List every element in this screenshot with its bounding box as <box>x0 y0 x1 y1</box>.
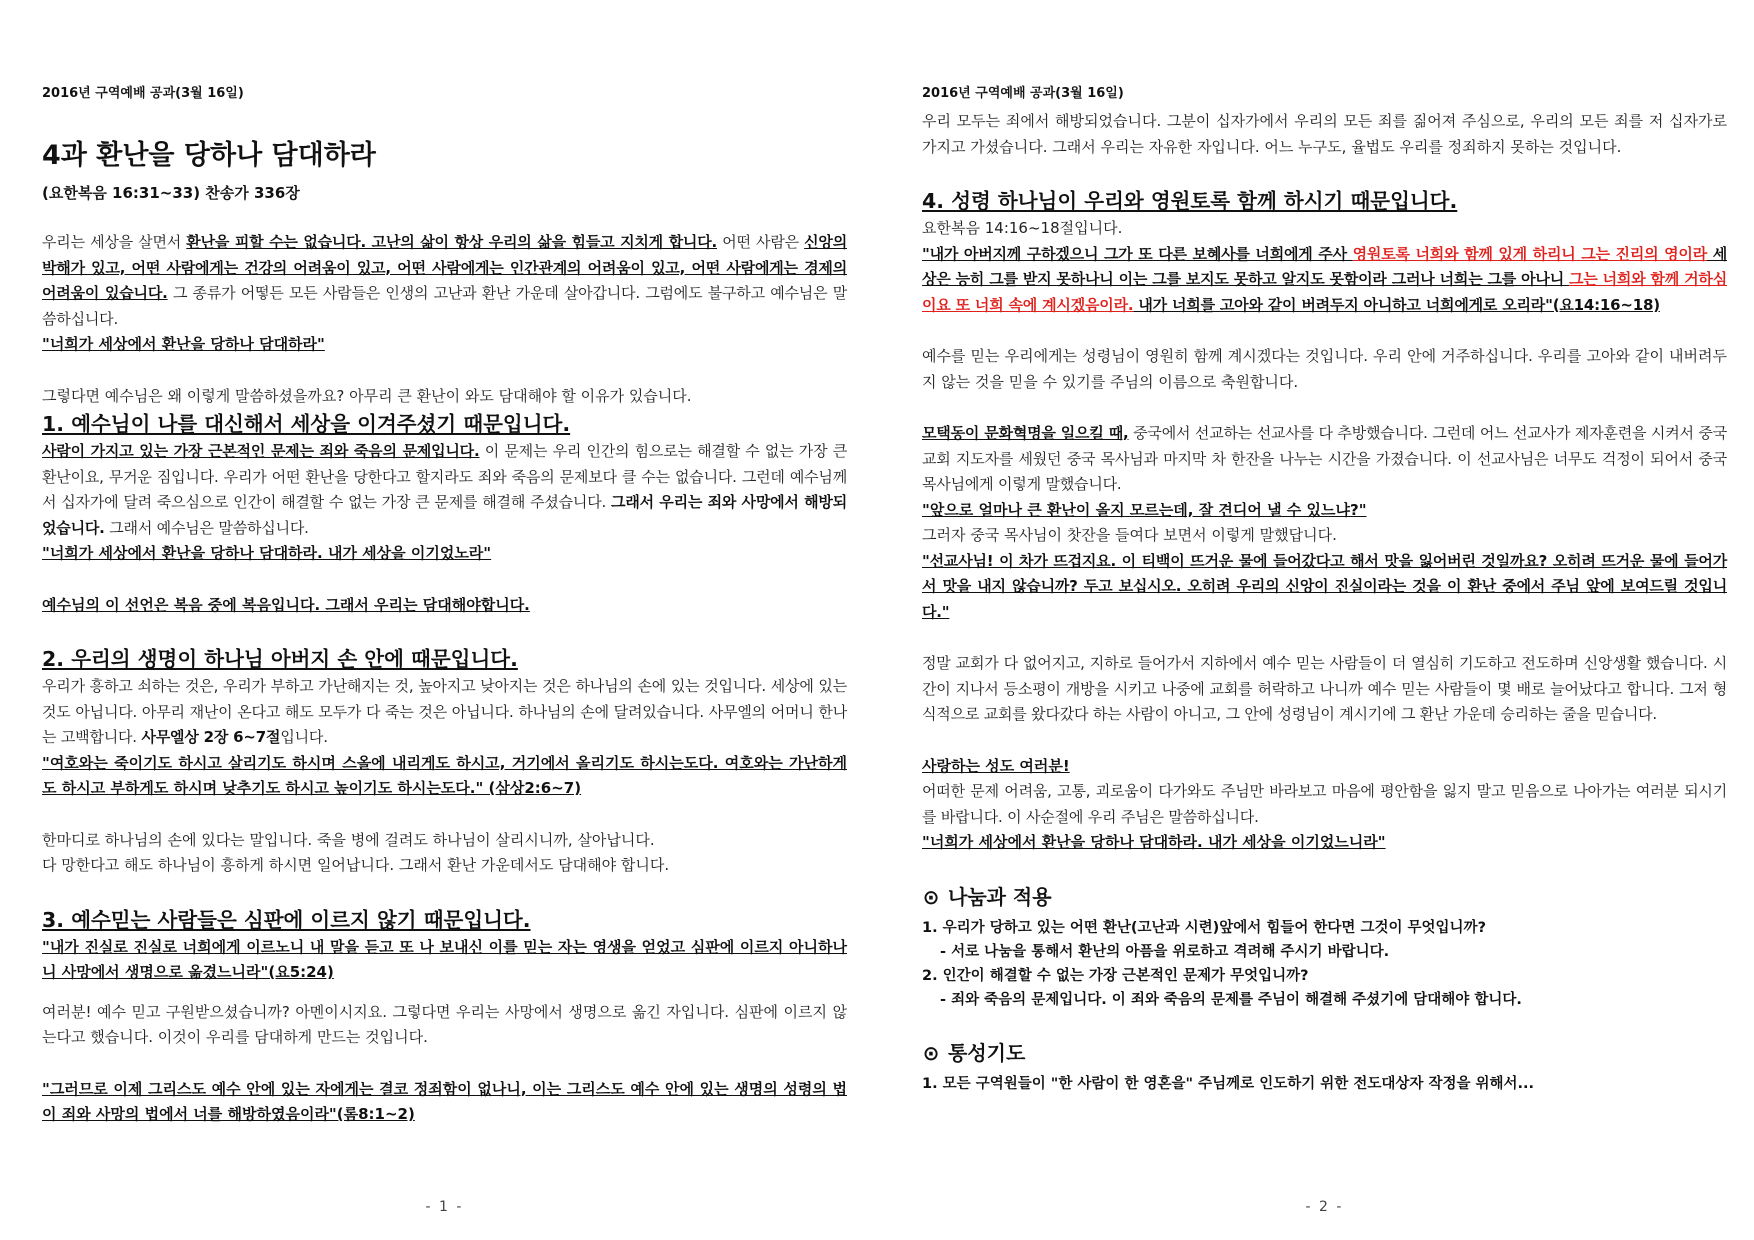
section-1-paragraph: 사람이 가지고 있는 가장 근본적인 문제는 죄와 죽음의 문제입니다. 이 문제는 우리 인간의 힘으로는 해결할 수 없는 가장 큰 환난이요, 무거운 짐입니다. 우리가 어떤 환난을 당한다고 할지라도 죄와 죽음의 문제보다 클 수는 없습니다. 그런데 예수님께서 십자가에 달려 죽으심으로 인간이 해결할 수 없는 가장 큰 문제를 해결해 주셨습니다. 그래서 우리는 죄와 사망에서 해방되었습니다. 그래서 예수님은 말씀하십니다. <box>42 442 847 537</box>
section-2-paragraph: 우리가 흥하고 쇠하는 것은, 우리가 부하고 가난해지는 것, 높아지고 낮아지는 것은 하나님의 손에 있는 것입니다. 세상에 있는 것도 아닙니다. 아무리 재난이 온다고 해도 모두가 다 죽는 것은 아닙니다. 하나님의 손에 달려있습니다. 사무엘의 어머니 한나는 고백합니다. 사무엘상 2장 6~7절입니다. <box>42 677 847 746</box>
section-3-quote-1: "내가 진실로 진실로 너희에게 이르노니 내 말을 듣고 또 나 보내신 이를 믿는 자는 영생을 얻었고 심판에 이르지 아니하나니 사망에서 생명으로 옮겼느니라"(요5:24) <box>42 937 847 981</box>
section-2-paragraph-2: 한마디로 하나님의 손에 있다는 말입니다. 죽을 병에 걸려도 하나님이 살리시니까, 살아납니다. <box>42 830 655 849</box>
prayer-item-1: 1. 모든 구역원들이 "한 사람이 한 영혼을" 주님께로 인도하기 위한 전도대상자 작정을 위해서... <box>922 1075 1535 1092</box>
section-2-quote: "여호와는 죽이기도 하시고 살리기도 하시며 스올에 내리게도 하시고, 거기에서 올리기도 하시는도다. 여호와는 가난하게도 하시고 부하게도 하시며 낮추기도 하시고 높이기도 하시는도다." (삼상2:6~7) <box>42 753 847 797</box>
section-2-paragraph-3: 다 망한다고 해도 하나님이 흥하게 하시면 일어납니다. 그래서 환난 가운데서도 담대해야 합니다. <box>42 856 670 874</box>
prayer-heading: ⊙ 통성기도 <box>922 1038 1727 1068</box>
section-1-quote: "너희가 세상에서 환난을 당하나 담대하라. 내가 세상을 이기었노라" <box>42 544 492 562</box>
sharing-answer-2: - 죄와 죽음의 문제입니다. 이 죄와 죽음의 문제를 주님이 해결해 주셨기에 담대해야 합니다. <box>940 991 1522 1008</box>
section-4-heading: 4. 성령 하나님이 우리와 영원토록 함께 하시기 때문입니다. <box>922 189 1458 213</box>
intro-paragraph: 우리는 세상을 살면서 환난을 피할 수는 없습니다. 고난의 삶이 항상 우리의 삶을 힘들고 지치게 합니다. 어떤 사람은 신앙의 박해가 있고, 어떤 사람에게는 건강의 어려움이 있고, 어떤 사람에게는 인간관계의 어려움이 있고, 어떤 사람에게는 경제의 어려움이 있습니다. 그 종류가 어떻든 모든 사람들은 인생의 고난과 환난 가운데 살아갑니다. 그럼에도 불구하고 예수님은 말씀하십니다. <box>42 233 847 328</box>
section-4-reference: 요한복음 14:16~18절입니다. <box>922 219 1123 237</box>
page-header: 2016년 구역예배 공과(3월 16일) <box>42 86 244 101</box>
page-header-right: 2016년 구역예배 공과(3월 16일) <box>922 86 1124 101</box>
story-quote-2: "선교사님! 이 차가 뜨겁지요. 이 티백이 뜨거운 물에 들어갔다고 해서 맛을 잃어버린 것일까요? 오히려 뜨거운 물에 들어가서 맛을 내지 않습니까? 두고 보십시오. 오히려 우리의 신앙이 진실이라는 것을 이 환난 중에서 주님 앞에 보여드릴 것입니다." <box>922 551 1727 621</box>
sharing-question-2: 2. 인간이 해결할 수 없는 가장 근본적인 문제가 무엇입니까? <box>922 967 1309 984</box>
lesson-title: 4과 환난을 당하나 담대하라 <box>42 140 376 171</box>
continued-paragraph: 우리 모두는 죄에서 해방되었습니다. 그분이 십자가에서 우리의 모든 죄를 짊어져 주심으로, 우리의 모든 죄를 저 십자가로 가지고 가셨습니다. 그래서 우리는 자유한 자입니다. 어느 누구도, 율법도 우리를 정죄하지 못하는 것입니다. <box>922 112 1727 156</box>
circle-dot-icon: ⊙ <box>922 1040 940 1065</box>
section-4-paragraph: 예수를 믿는 우리에게는 성령님이 영원히 함께 계시겠다는 것입니다. 우리 안에 거주하십니다. 우리를 고아와 같이 내버려두지 않는 것을 믿을 수 있기를 주님의 이름으로 축원합니다. <box>922 347 1727 391</box>
story-quote-1: "앞으로 얼마나 큰 환난이 올지 모르는데, 잘 견디어 낼 수 있느냐?" <box>922 500 1367 519</box>
section-1-heading: 1. 예수님이 나를 대신해서 세상을 이겨주셨기 때문입니다. <box>42 412 571 436</box>
story-paragraph-2: 그러자 중국 목사님이 찻잔을 들여다 보면서 이렇게 말했답니다. <box>922 526 1337 544</box>
section-3-paragraph: 여러분! 예수 믿고 구원받으셨습니까? 아멘이시지요. 그렇다면 우리는 사망에서 생명으로 옮긴 자입니다. 심판에 이르지 않는다고 했습니다. 이것이 우리를 담대하게 만드는 것입니다. <box>42 1002 847 1046</box>
question-paragraph: 그렇다면 예수님은 왜 이렇게 말씀하셨을까요? 아무리 큰 환난이 와도 담대해야 할 이유가 있습니다. <box>42 386 692 405</box>
closing-quote: "너희가 세상에서 환난을 당하나 담대하라. 내가 세상을 이기었느니라" <box>922 833 1386 851</box>
section-3-heading: 3. 예수믿는 사람들은 심판에 이르지 않기 때문입니다. <box>42 907 531 932</box>
sharing-answer-1: - 서로 나눔을 통해서 환난의 아픔을 위로하고 격려해 주시기 바랍니다. <box>940 943 1390 960</box>
section-2-heading: 2. 우리의 생명이 하나님 아버지 손 안에 때문입니다. <box>42 647 518 671</box>
intro-quote: "너희가 세상에서 환난을 당하나 담대하라" <box>42 335 325 353</box>
section-1-conclusion: 예수님의 이 선언은 복음 중에 복음입니다. 그래서 우리는 담대해야합니다. <box>42 595 530 614</box>
page-right-content <box>922 109 1727 1096</box>
closing-paragraph: 어떠한 문제 어려움, 고통, 괴로움이 다가와도 주님만 바라보고 마음에 평안함을 잃지 말고 믿음으로 나아가는 여러분 되시기를 바랍니다. 이 사순절에 우리 주님은 말씀하십니다. <box>922 782 1727 826</box>
story-paragraph: 모택동이 문화혁명을 일으킬 때, 중국에서 선교하는 선교사를 다 추방했습니다. 그런데 어느 선교사가 제자훈련을 시켜서 중국교회 지도자를 세웠던 중국 목사님과 마지막 차 한잔을 나누는 시간을 가졌습니다. 이 선교사님은 너무도 걱정이 되어서 중국 목사님에게 이렇게 말했습니다. <box>922 424 1727 493</box>
section-3-quote-2: "그러므로 이제 그리스도 예수 안에 있는 자에게는 결코 정죄함이 없나니, 이는 그리스도 예수 안에 있는 생명의 성령의 법이 죄와 사망의 법에서 너를 해방하였음이라"(롬8:1~2) <box>42 1079 847 1123</box>
circle-dot-icon: ⊙ <box>922 884 940 909</box>
page-number-left: - 1 - <box>425 1199 464 1215</box>
page-number-right: - 2 - <box>1305 1199 1344 1215</box>
sharing-heading: ⊙ 나눔과 적용 <box>922 882 1727 912</box>
sharing-question-1: 1. 우리가 당하고 있는 어떤 환난(고난과 시련)앞에서 힘들어 한다면 그것이 무엇입니까? <box>922 919 1486 936</box>
page-left-content <box>42 138 847 1128</box>
story-paragraph-3: 정말 교회가 다 없어지고, 지하로 들어가서 지하에서 예수 믿는 사람들이 더 열심히 기도하고 전도하며 신앙생활 했습니다. 시간이 지나서 등소평이 개방을 시키고 나중에 교회를 허락하고 나니까 예수 믿는 사람들이 몇 배로 늘어났다고 합니다. 그저 형식적으로 교회를 왔다갔다 하는 사람이 아니고, 그 안에 성령님이 계시기에 그 환난 가운데 승리하는 줄을 믿습니다. <box>922 654 1727 723</box>
greeting: 사랑하는 성도 여러분! <box>922 756 1070 775</box>
section-4-quote: "내가 아버지께 구하겠으니 그가 또 다른 보혜사를 너희에게 주사 영원토록 너희와 함께 있게 하리니 그는 진리의 영이라 세상은 능히 그를 받지 못하나니 이는 그를 보지도 못하고 알지도 못함이라 그러나 너희는 그를 아나니 그는 너희와 함께 거하심이요 또 너희 속에 계시겠음이라. 내가 너희를 고아와 같이 버려두지 아니하고 너희에게로 오리라"(요14:16~18) <box>922 244 1728 314</box>
page-left <box>42 0 847 1240</box>
page-right <box>922 0 1727 1240</box>
scripture-reference: (요한복음 16:31~33) 찬송가 336장 <box>42 184 300 202</box>
